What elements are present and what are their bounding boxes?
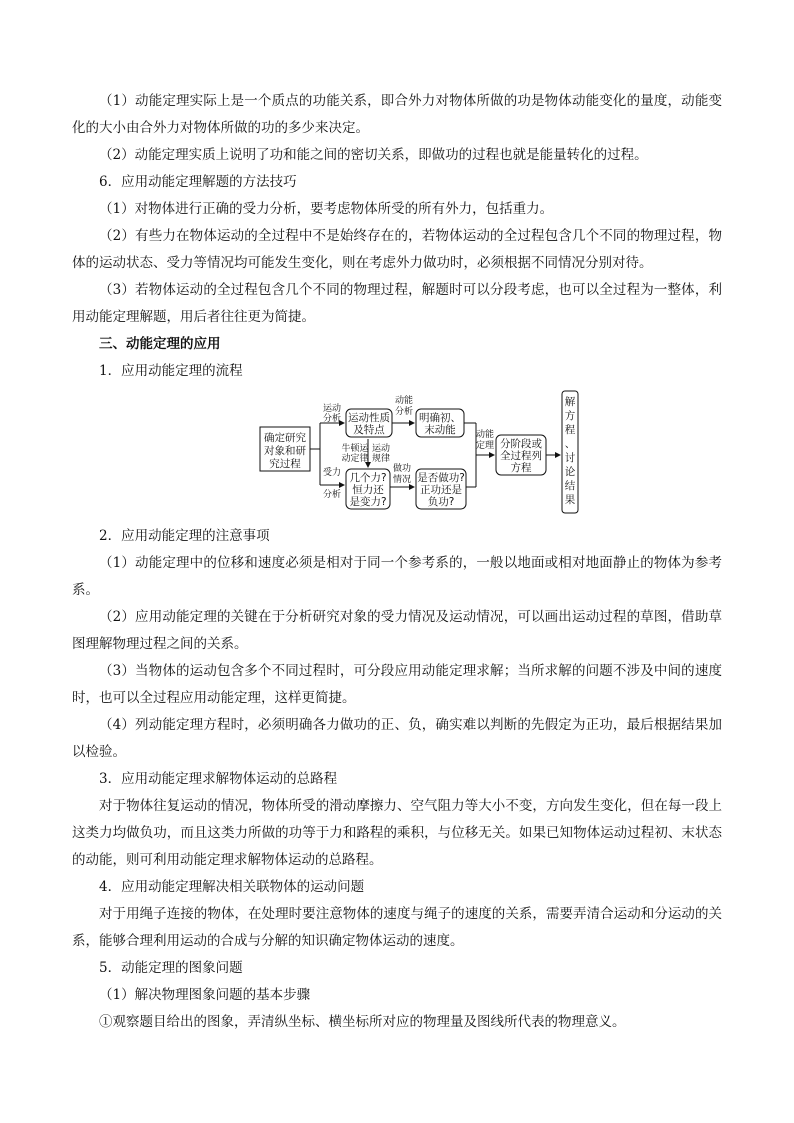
subheading: （1）解决物理图象问题的基本步骤 [99,987,311,1003]
equation-box-line: 全过程列 [500,450,542,462]
paragraph: （1）动能定理中的位移和速度必须是相对于同一个参考系的，一般以地面或相对地面静止的物体为参考系。 [72,555,722,598]
paragraph: ①观察题目给出的图象，弄清纵坐标、横坐标所对应的物理量及图线所代表的物理意义。 [99,1014,626,1030]
paragraph: （4）列动能定理方程时，必须明确各力做功的正、负，确实难以判断的先假定为正功，最后根据结果加以检验。 [72,717,722,760]
ke-box-line: 明确初、 [419,412,461,424]
solve-char: 结 [564,480,576,492]
paragraph: 对于物体往复运动的情况，物体所受的滑动摩擦力、空气阻力等大小不变，方向发生变化，但在每一段上这类力均做负功，而且这类力所做的功等于力和路程的乘积，与位移无关。如果已知物体运动过程初、末状态的动能，则可利用动能定理求解物体运动的总路程。 [72,798,722,868]
solve-char: 解 [564,396,576,408]
paragraph: 对于用绳子连接的物体，在处理时要注意物体的速度与绳子的速度的关系，需要弄清合运动和分运动的关系，能够合理利用运动的合成与分解的知识确定物体运动的速度。 [72,906,722,949]
motion-label: 分析 [322,414,342,424]
force-label: 分析 [322,490,342,500]
paragraph: （1）动能定理实际上是一个质点的功能关系，即合外力对物体所做的功是物体动能变化的量度，动能变化的大小由合外力对物体所做的功的多少来决定。 [72,93,722,136]
kin-label: 运动 [371,444,391,454]
work-box-line: 是否做功? [417,472,465,484]
force-box-line: 几个力? [349,472,387,484]
flow-title: 1．应用动能定理的流程 [99,363,243,379]
force-box-line: 是变力? [349,496,387,508]
newton-label: 牛顿运 [341,444,369,454]
start-box-line: 究过程 [269,458,301,470]
heading: 3．应用动能定理求解物体运动的总路程 [99,771,338,787]
heading: 2．应用动能定理的注意事项 [99,528,270,544]
ke-box-line: 末动能 [424,424,456,436]
motion-label: 运动 [322,404,342,414]
paragraph: （2）应用动能定理的关键在于分析研究对象的受力情况及运动情况，可以画出运动过程的草图，借助草图理解物理过程之间的关系。 [72,609,722,652]
flowchart-svg [72,389,722,517]
thm-label: 定理 [475,441,495,451]
paragraph: （3）若物体运动的全过程包含几个不同的物理过程，解题时可以分段考虑，也可以全过程为一整体，利用动能定理解题，用后者往往更为简捷。 [72,282,722,325]
work-label: 做功 [392,464,412,474]
work-label: 情况 [392,475,412,485]
start-box-line: 确定研究 [264,432,306,444]
solve-char: 程 [564,424,576,436]
motion-box-line: 及特点 [353,424,385,436]
heading: 4．应用动能定理解决相关联物体的运动问题 [99,879,365,895]
paragraph: （3）当物体的运动包含多个不同过程时，可分段应用动能定理求解；当所求解的问题不涉及中间的速度时，也可以全过程应用动能定理，这样更简捷。 [72,663,722,706]
solve-char: 讨 [564,452,576,464]
equation-box-line: 方程 [510,462,532,474]
force-box-line: 恒力还 [352,484,384,496]
solve-char: 、 [564,438,576,450]
work-box-line: 负功? [427,496,455,508]
thm-label: 动能 [475,430,495,440]
flowchart [72,389,722,517]
force-label: 受力 [322,468,342,478]
solve-char: 论 [564,466,576,478]
ke-label: 分析 [394,407,414,417]
heading: 5．动能定理的图象问题 [99,960,243,976]
solve-char: 方 [564,410,576,422]
paragraph: （2）动能定理实质上说明了功和能之间的密切关系，即做功的过程也就是能量转化的过程。 [99,147,648,163]
document-page [72,88,722,1036]
paragraph: （2）有些力在物体运动的全过程中不是始终存在的，若物体运动的全过程包含几个不同的物理过程，物体的运动状态、受力等情况均可能发生变化，则在考虑外力做功时，必须根据不同情况分别对待。 [72,228,722,271]
heading-6: 6．应用动能定理解题的方法技巧 [99,174,297,190]
newton-label: 动定律 [341,454,369,464]
start-box-line: 对象和研 [264,445,306,457]
motion-box-line: 运动性质 [348,412,390,424]
ke-label: 动能 [394,396,414,406]
equation-box-line: 分阶段或 [500,438,542,450]
kin-label: 规律 [371,454,391,464]
work-box-line: 正功还是 [420,484,462,496]
solve-char: 果 [564,494,576,506]
paragraph: （1）对物体进行正确的受力分析，要考虑物体所受的所有外力，包括重力。 [99,201,554,217]
section-title: 三、动能定理的应用 [99,336,221,352]
